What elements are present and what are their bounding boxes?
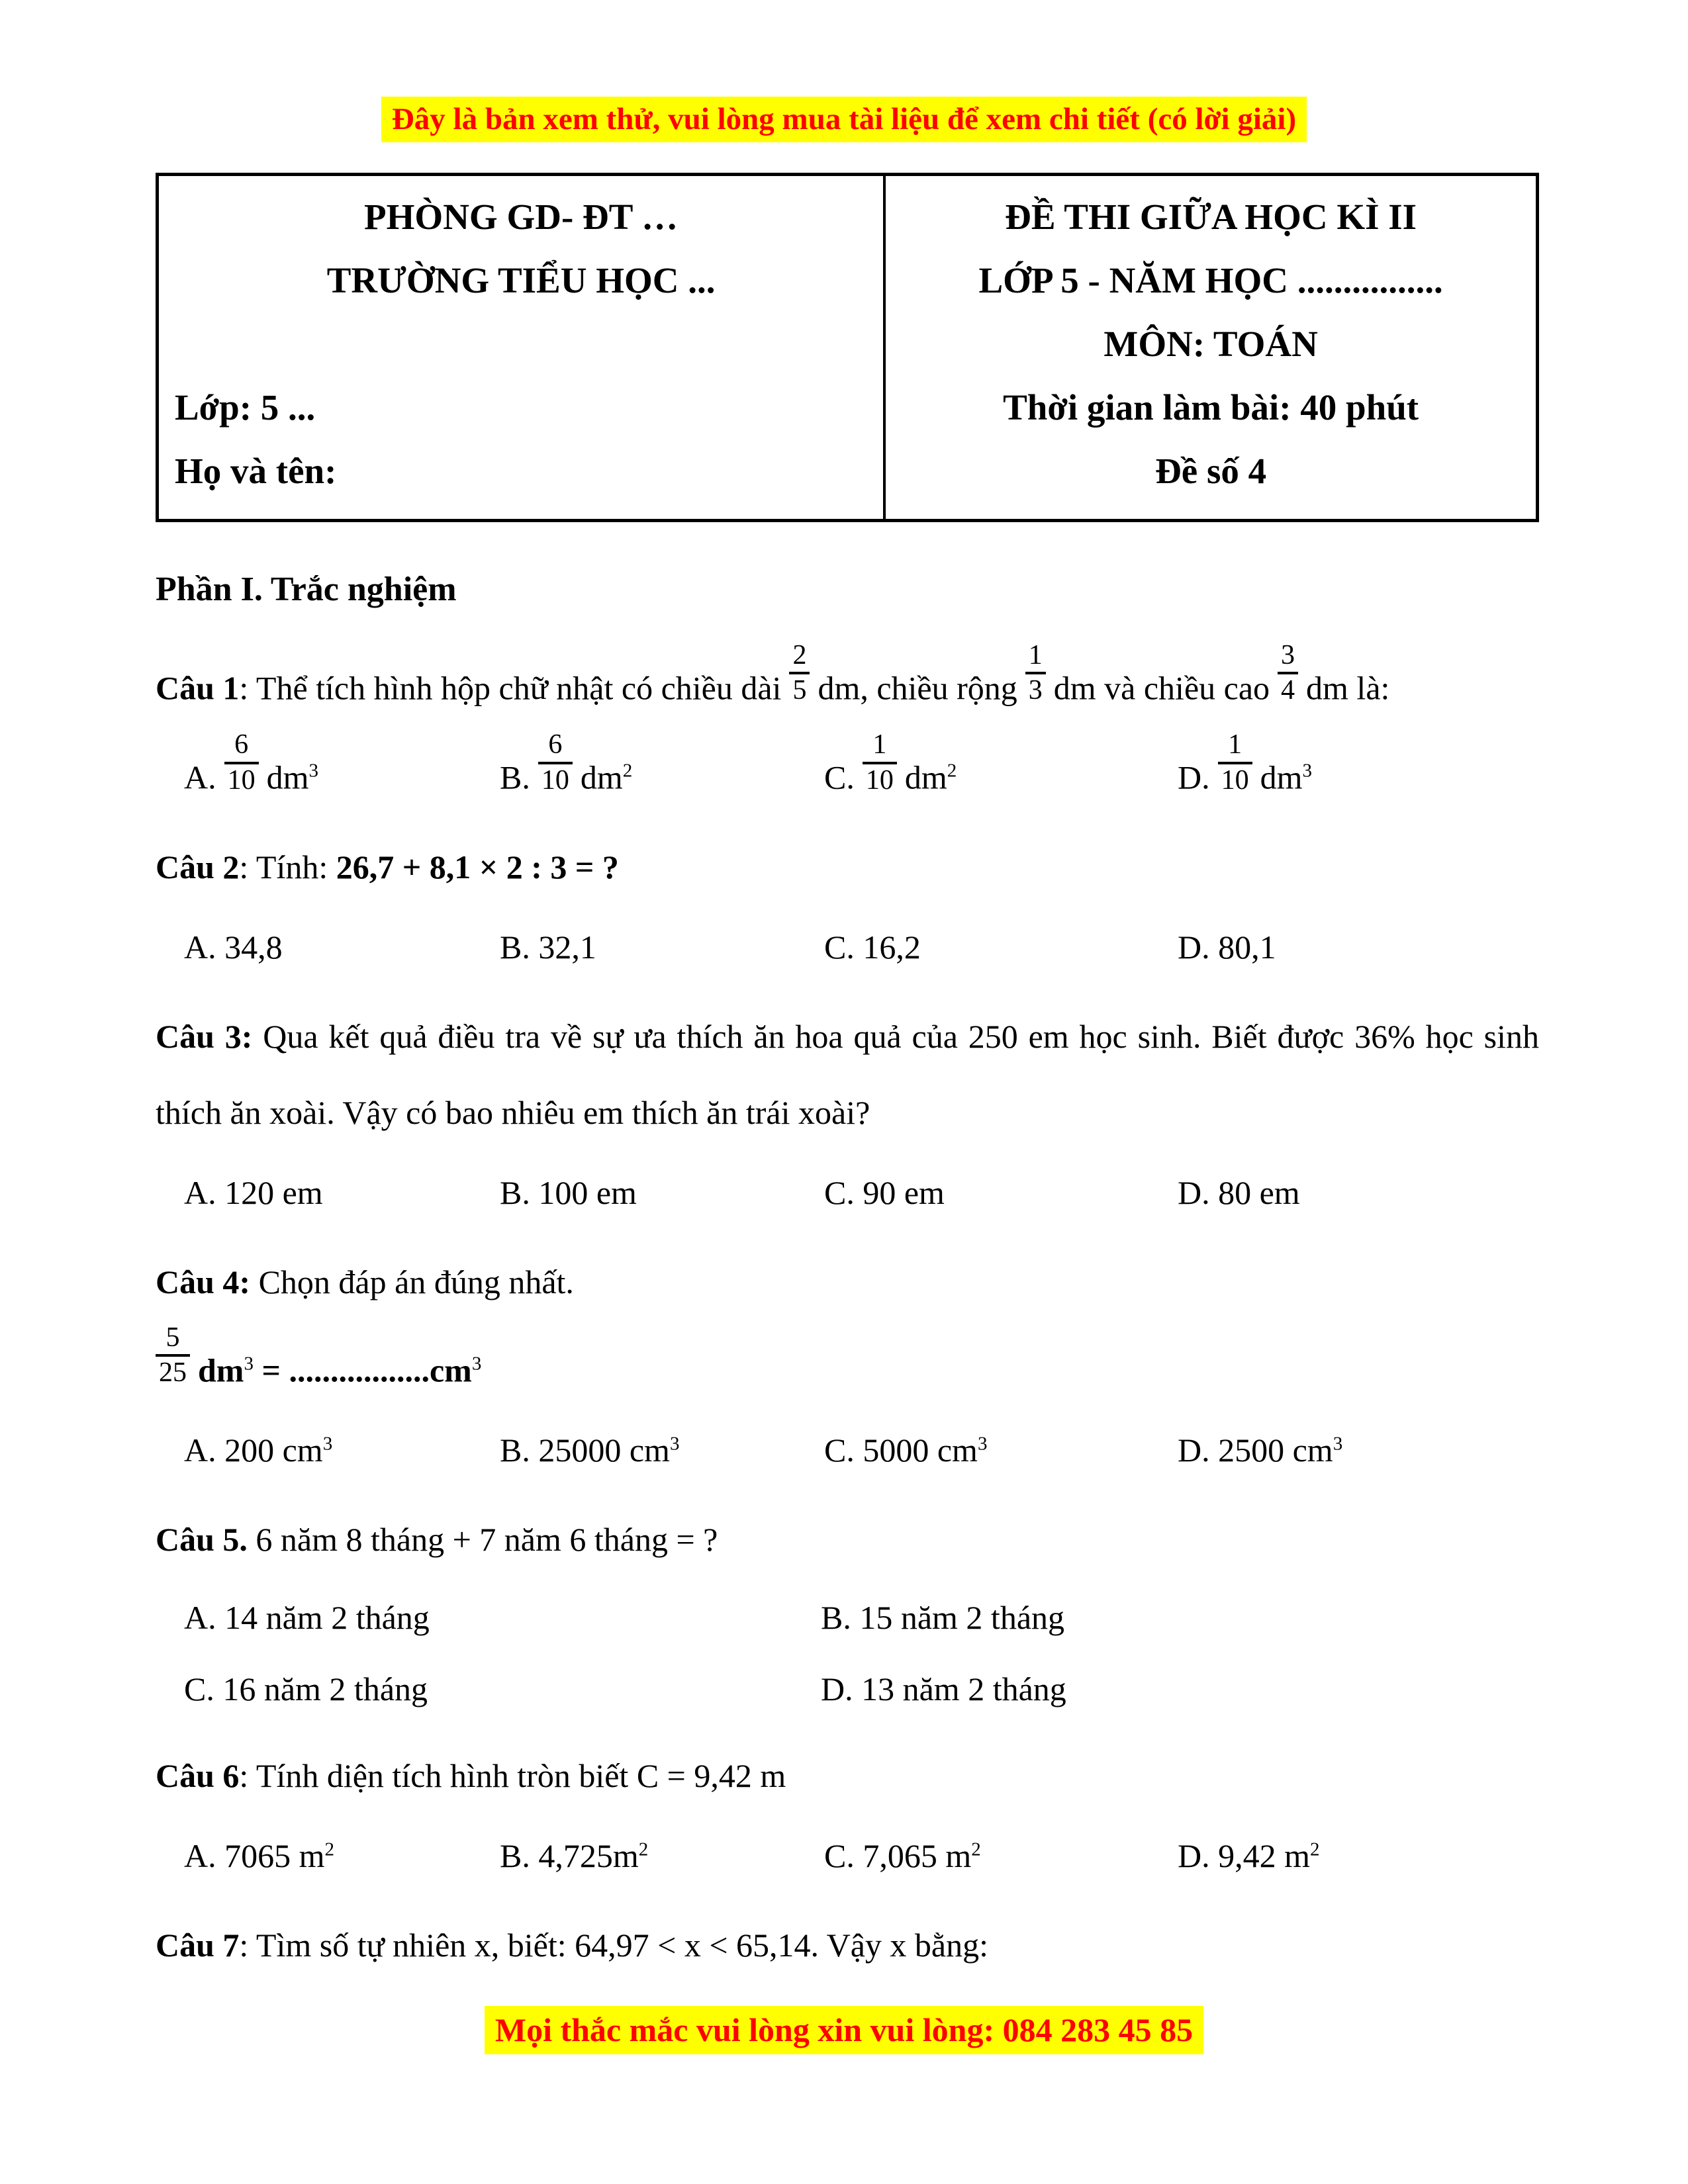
page-content <box>156 173 1539 1983</box>
question-7-label: Câu 7 <box>156 1927 240 1964</box>
option-a: A. 120 em <box>184 1173 323 1211</box>
fraction-numerator: 2 <box>789 641 810 674</box>
fraction-denominator: 10 <box>865 764 894 796</box>
question-5-label: Câu 5. <box>156 1521 248 1559</box>
q2-expression: 26,7 + 8,1 × 2 : 3 = ? <box>336 848 619 886</box>
fraction-denominator: 10 <box>1221 764 1249 796</box>
header-left-blank <box>159 312 883 376</box>
option-c-exponent: 2 <box>971 1839 981 1860</box>
q4-eq-unit2: cm <box>429 1351 472 1389</box>
exam-title-line: ĐỀ THI GIỮA HỌC KÌ II <box>1005 197 1417 238</box>
option-a-unit: dm <box>266 758 309 796</box>
option-b: B. 100 em <box>500 1173 637 1211</box>
q1-text-3: dm và chiều cao <box>1053 669 1270 707</box>
fraction <box>156 1323 190 1388</box>
dept-line: PHÒNG GD- ĐT … <box>364 197 679 238</box>
option-b-exponent: 2 <box>622 760 633 782</box>
question-6 <box>156 1738 1539 1894</box>
question-2-text <box>156 829 1539 905</box>
q1-text-4: dm là: <box>1306 669 1390 707</box>
header-table <box>156 173 1539 522</box>
question-4 <box>156 1244 1539 1488</box>
question-1 <box>156 641 1539 816</box>
fraction <box>1278 641 1298 706</box>
question-2 <box>156 829 1539 985</box>
question-4-options <box>156 1412 1539 1488</box>
option-a <box>184 730 500 815</box>
option-a-exponent: 2 <box>324 1839 334 1860</box>
option-d <box>1178 1412 1539 1488</box>
question-5-text <box>156 1502 1539 1578</box>
fraction-numerator: 1 <box>1218 730 1252 764</box>
q4-eq-equals: = <box>253 1351 289 1389</box>
question-6-label: Câu 6 <box>156 1757 240 1795</box>
fraction-denominator: 25 <box>159 1357 187 1388</box>
option-c-unit: dm <box>904 758 947 796</box>
option-b <box>500 730 824 815</box>
fraction-numerator: 1 <box>1025 641 1046 674</box>
section-title: Phần I. Trắc nghiệm <box>156 570 457 609</box>
option-d-exponent: 2 <box>1310 1839 1320 1860</box>
option-b-text: B. 4,725m <box>500 1837 639 1875</box>
option-c-text: C. 7,065 m <box>824 1837 972 1875</box>
name-line: Họ và tên: <box>175 451 337 492</box>
q5-text-1: 6 năm 8 tháng + 7 năm 6 tháng = ? <box>247 1521 718 1559</box>
option-b-exponent: 3 <box>669 1433 680 1455</box>
option-b: B. 32,1 <box>500 928 596 966</box>
option-c: C. 90 em <box>824 1173 945 1211</box>
option-d-key: D. <box>1178 758 1210 796</box>
option-c-key: C. <box>824 758 855 796</box>
option-c <box>824 1412 1178 1488</box>
option-d <box>1178 730 1539 815</box>
option-d-exponent: 3 <box>1302 760 1313 782</box>
fraction-numerator: 3 <box>1278 641 1298 674</box>
grade-year-line: LỚP 5 - NĂM HỌC ................ <box>978 260 1443 301</box>
question-7 <box>156 1907 1539 1983</box>
option-d-exponent: 3 <box>1333 1433 1343 1455</box>
question-1-text <box>156 641 1539 726</box>
question-5 <box>156 1502 1539 1725</box>
fraction <box>1025 641 1046 706</box>
option-d-unit: dm <box>1260 758 1303 796</box>
option-b-exponent: 2 <box>638 1839 649 1860</box>
question-6-options <box>156 1818 1539 1894</box>
option-c <box>824 730 1178 815</box>
option-b <box>500 1412 824 1488</box>
question-3-options <box>156 1155 1539 1231</box>
option-c: C. 16 năm 2 tháng <box>184 1670 428 1708</box>
option-c-exponent: 3 <box>977 1433 988 1455</box>
q4-eq-exponent2: 3 <box>471 1353 482 1375</box>
q4-eq-dotted-blank: ................. <box>289 1351 430 1389</box>
option-d: D. 80 em <box>1178 1173 1300 1211</box>
option-d-text: D. 2500 cm <box>1178 1432 1333 1469</box>
subject-line: MÔN: TOÁN <box>1103 324 1318 365</box>
option-a: A. 14 năm 2 tháng <box>184 1599 430 1637</box>
question-6-text <box>156 1738 1539 1814</box>
question-7-text <box>156 1907 1539 1983</box>
option-a-exponent: 3 <box>308 760 319 782</box>
option-a-text: A. 7065 m <box>184 1837 325 1875</box>
question-4-equation <box>156 1323 1539 1408</box>
q2-text-1: : Tính: <box>239 848 336 886</box>
class-line: Lớp: 5 ... <box>175 387 316 428</box>
option-a: A. 34,8 <box>184 928 283 966</box>
header-right-cell <box>886 176 1536 519</box>
option-d: D. 13 năm 2 tháng <box>821 1670 1066 1708</box>
fraction <box>863 730 897 796</box>
fraction-numerator: 6 <box>538 730 573 764</box>
q4-eq-unit1: dm <box>198 1351 244 1389</box>
fraction-denominator: 3 <box>1028 675 1043 706</box>
fraction-numerator: 5 <box>156 1323 190 1357</box>
fraction-denominator: 10 <box>227 764 256 796</box>
option-b <box>500 1818 824 1894</box>
question-4-label: Câu 4: <box>156 1263 251 1300</box>
question-4-text <box>156 1244 1539 1320</box>
fraction-denominator: 5 <box>792 675 807 706</box>
q3-text-1: Qua kết quả điều tra về sự ưa thích ăn hoa quả của 250 em học sinh. Biết được 36% học sinh thích ăn xoài. Vậy có bao nhiêu em thích ăn trái xoài? <box>156 1017 1539 1131</box>
question-1-options <box>156 730 1539 815</box>
option-b-text: B. 25000 cm <box>500 1432 670 1469</box>
question-1-label: Câu 1 <box>156 669 240 707</box>
header-left-cell <box>159 176 886 519</box>
school-line: TRƯỜNG TIỂU HỌC ... <box>326 260 716 301</box>
option-b-unit: dm <box>580 758 623 796</box>
option-c-exponent: 2 <box>947 760 957 782</box>
q1-text-2: dm, chiều rộng <box>818 669 1017 707</box>
option-c <box>824 1818 1178 1894</box>
q1-text-1: : Thể tích hình hộp chữ nhật có chiều dài <box>239 669 782 707</box>
option-a-exponent: 3 <box>322 1433 333 1455</box>
option-a-key: A. <box>184 758 216 796</box>
fraction-numerator: 1 <box>863 730 897 764</box>
option-c-text: C. 5000 cm <box>824 1432 978 1469</box>
exam-number-line: Đề số 4 <box>1155 451 1267 492</box>
option-d-text: D. 9,42 m <box>1178 1837 1310 1875</box>
fraction-numerator: 6 <box>224 730 259 764</box>
question-3 <box>156 999 1539 1231</box>
preview-banner: Đây là bản xem thử, vui lòng mua tài liệu để xem chi tiết (có lời giải) <box>381 97 1307 142</box>
option-b: B. 15 năm 2 tháng <box>821 1599 1065 1637</box>
fraction-denominator: 10 <box>541 764 569 796</box>
option-a <box>184 1412 500 1488</box>
option-d <box>1178 1818 1539 1894</box>
fraction-denominator: 4 <box>1281 675 1295 706</box>
option-d: D. 80,1 <box>1178 928 1276 966</box>
question-3-text <box>156 999 1539 1151</box>
duration-line: Thời gian làm bài: 40 phút <box>1003 387 1419 428</box>
fraction <box>538 730 573 796</box>
q7-text-1: : Tìm số tự nhiên x, biết: 64,97 < x < 65,14. Vậy x bằng: <box>239 1927 989 1964</box>
option-c: C. 16,2 <box>824 928 921 966</box>
question-2-options <box>156 909 1539 985</box>
q4-eq-exponent1: 3 <box>244 1353 254 1375</box>
option-b-key: B. <box>500 758 530 796</box>
fraction <box>789 641 810 706</box>
option-a <box>184 1818 500 1894</box>
question-3-label: Câu 3: <box>156 1017 253 1055</box>
contact-banner: Mọi thắc mắc vui lòng xin vui lòng: 084 283 45 85 <box>485 2006 1203 2054</box>
question-2-label: Câu 2 <box>156 848 240 886</box>
q4-text-1: Chọn đáp án đúng nhất. <box>250 1263 574 1300</box>
q6-text-1: : Tính diện tích hình tròn biết C = 9,42 m <box>239 1757 786 1795</box>
fraction <box>224 730 259 796</box>
option-a-text: A. 200 cm <box>184 1432 323 1469</box>
fraction <box>1218 730 1252 796</box>
question-5-options <box>156 1582 1539 1725</box>
